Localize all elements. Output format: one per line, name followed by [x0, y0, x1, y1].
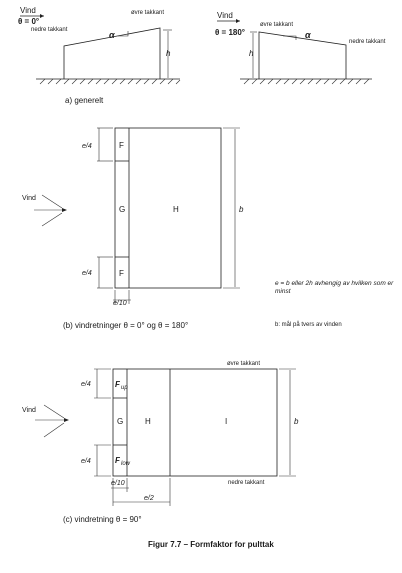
arrowhead-icon [40, 14, 44, 18]
dim-e4-top-c: e/4 [81, 381, 91, 388]
svg-text:F: F [115, 380, 120, 389]
zone-i-c: I [225, 417, 228, 426]
theta-label-top-left: θ = 0° [18, 17, 40, 26]
dim-e4-top-b: e/4 [82, 143, 92, 150]
ground-hatching-right [244, 79, 369, 84]
note-b-b: b: mål på tvers av vinden [275, 322, 342, 328]
dim-e4-bottom-c: e/4 [81, 458, 91, 465]
zone-f-low-c [115, 456, 131, 467]
theta-label-top-right: θ = 180° [215, 28, 245, 37]
arrowhead-icon [64, 418, 69, 422]
caption-c: (c) vindretning θ = 90° [63, 515, 142, 524]
plan-b [22, 128, 395, 330]
dim-e10-c: e/10 [111, 480, 125, 487]
low-edge-label-top-left: nedre takkant [31, 27, 68, 33]
wind-label-c: Vind [22, 407, 36, 414]
building-outline-right [259, 32, 346, 79]
svg-text:F: F [115, 456, 120, 465]
high-edge-label-top-right: øvre takkant [260, 22, 294, 28]
plan-c [22, 361, 299, 524]
elevation-theta-0 [18, 6, 180, 84]
plan-b-outline [115, 128, 221, 288]
zone-f-up-c [115, 380, 128, 391]
wind-label-top-right: Vind [217, 11, 233, 20]
svg-text:low: low [121, 461, 131, 467]
zone-g-b: G [119, 205, 126, 214]
ground-hatching-left [40, 79, 180, 84]
dim-b-c: b [294, 417, 299, 426]
alpha-label-right: α [305, 30, 311, 40]
zone-f-bottom-b: F [119, 269, 124, 278]
wind-label-b: Vind [22, 195, 36, 202]
arrowhead-icon [62, 208, 67, 212]
high-edge-label-top-left: øvre takkant [131, 10, 165, 16]
zone-h-b: H [173, 205, 179, 214]
dim-e2-c: e/2 [144, 495, 154, 502]
note-e-b: e = b eller 2h avhengig av hvilken som er minst [275, 280, 394, 295]
low-edge-label-c: nedre takkant [228, 480, 265, 486]
caption-a: a) generelt [65, 96, 104, 105]
height-label-right: h [249, 49, 254, 58]
wind-arrows-b [34, 195, 67, 226]
wind-arrows-c [35, 405, 69, 437]
zone-f-top-b: F [119, 141, 124, 150]
wind-label-top-left: Vind [20, 6, 36, 15]
height-label-left: h [166, 49, 171, 58]
svg-text:up: up [121, 385, 128, 391]
dim-b-b: b [239, 205, 244, 214]
caption-b: (b) vindretninger θ = 0° og θ = 180° [63, 321, 189, 330]
zone-g-c: G [117, 417, 124, 426]
dim-e4-bottom-b: e/4 [82, 270, 92, 277]
plan-c-outline [113, 369, 277, 476]
dim-e10-b: e/10 [113, 300, 127, 307]
alpha-label-left: α [109, 30, 115, 40]
zone-h-c: H [145, 417, 151, 426]
high-edge-label-c: øvre takkant [227, 361, 261, 367]
arrowhead-icon [236, 19, 240, 23]
elevation-theta-180 [215, 11, 386, 84]
figure-caption: Figur 7.7 – Formfaktor for pulttak [148, 540, 274, 549]
low-edge-label-top-right: nedre takkant [349, 39, 386, 45]
